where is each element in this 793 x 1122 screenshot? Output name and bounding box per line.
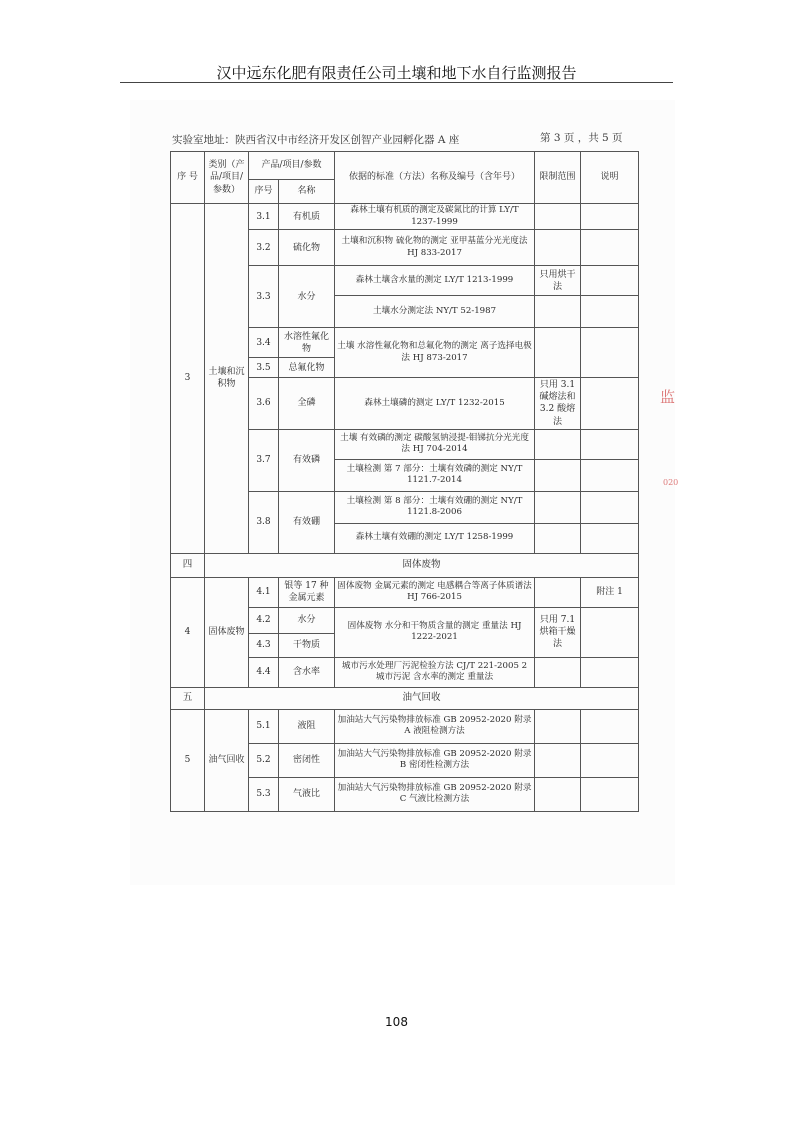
- item-standard: 加油站大气污染物排放标准 GB 20952-2020 附录 C 气液比检测方法: [335, 777, 535, 811]
- item-name: 总氟化物: [279, 358, 335, 378]
- item-limit: [535, 429, 581, 459]
- item-limit: [535, 777, 581, 811]
- item-note: [581, 328, 639, 378]
- section-roman: 五: [171, 687, 205, 709]
- item-name: 银等 17 种金属元素: [279, 577, 335, 607]
- item-name: 有效硼: [279, 491, 335, 553]
- header-limit: 限制范围: [535, 152, 581, 204]
- item-name: 干物质: [279, 633, 335, 657]
- item-limit: [535, 523, 581, 553]
- group-seq: 5: [171, 709, 205, 811]
- item-note: [581, 607, 639, 657]
- header-product-group: 产品/项目/参数: [249, 152, 335, 180]
- item-standard: 城市污水处理厂污泥检验方法 CJ/T 221-2005 2 城市污泥 含水率的测定 重量法: [335, 657, 535, 687]
- header-note: 说明: [581, 152, 639, 204]
- item-limit: [535, 328, 581, 378]
- item-limit: [535, 743, 581, 777]
- item-limit: [535, 459, 581, 491]
- item-no: 5.1: [249, 709, 279, 743]
- item-standard: 加油站大气污染物排放标准 GB 20952-2020 附录 B 密闭性检测方法: [335, 743, 535, 777]
- group-seq: 4: [171, 577, 205, 687]
- item-name: 有效磷: [279, 429, 335, 491]
- header-name: 名称: [279, 180, 335, 204]
- item-standard: 土壤检测 第 8 部分：土壤有效硼的测定 NY/T 1121.8-2006: [335, 491, 535, 523]
- stamp-fragment-text: 020: [663, 478, 679, 487]
- item-limit: [535, 491, 581, 523]
- item-no: 3.3: [249, 266, 279, 328]
- section-row: [171, 553, 639, 577]
- section-title: 固体废物: [205, 553, 639, 577]
- item-no: 4.4: [249, 657, 279, 687]
- item-no: 4.1: [249, 577, 279, 607]
- item-name: 硫化物: [279, 230, 335, 266]
- item-note: 附注 1: [581, 577, 639, 607]
- item-note: [581, 709, 639, 743]
- item-no: 3.6: [249, 378, 279, 430]
- section-row: [171, 687, 639, 709]
- item-limit: 只用 3.1 碱熔法和 3.2 酸熔法: [535, 378, 581, 430]
- item-limit: [535, 230, 581, 266]
- table-row: [171, 577, 639, 607]
- item-note: [581, 230, 639, 266]
- header-sub-seq: 序号: [249, 180, 279, 204]
- item-limit: [535, 204, 581, 230]
- item-no: 3.4: [249, 328, 279, 358]
- item-no: 4.2: [249, 607, 279, 633]
- item-note: [581, 429, 639, 459]
- item-note: [581, 459, 639, 491]
- item-standard: 森林土壤含水量的测定 LY/T 1213-1999: [335, 266, 535, 296]
- item-standard: 固体废物 金属元素的测定 电感耦合等离子体质谱法 HJ 766-2015: [335, 577, 535, 607]
- item-standard: 土壤水分测定法 NY/T 52-1987: [335, 296, 535, 328]
- table-row: [171, 204, 639, 230]
- header-rule: [120, 82, 673, 83]
- item-no: 4.3: [249, 633, 279, 657]
- page-header-title: 汉中远东化肥有限责任公司土壤和地下水自行监测报告: [216, 64, 577, 82]
- item-note: [581, 491, 639, 523]
- item-limit: [535, 296, 581, 328]
- item-no: 3.1: [249, 204, 279, 230]
- item-limit: 只用烘干法: [535, 266, 581, 296]
- item-standard: 土壤 有效磷的测定 碳酸氢钠浸提-钼锑抗分光光度法 HJ 704-2014: [335, 429, 535, 459]
- item-name: 密闭性: [279, 743, 335, 777]
- header-seq: 序 号: [171, 152, 205, 204]
- item-note: [581, 657, 639, 687]
- group-seq: 3: [171, 204, 205, 554]
- group-category: 固体废物: [205, 577, 249, 687]
- item-standard: 森林土壤有机质的测定及碳氮比的计算 LY/T 1237-1999: [335, 204, 535, 230]
- item-note: [581, 777, 639, 811]
- item-name: 水溶性氟化物: [279, 328, 335, 358]
- table-row: [171, 709, 639, 743]
- item-limit: [535, 709, 581, 743]
- item-name: 水分: [279, 607, 335, 633]
- group-category: 油气回收: [205, 709, 249, 811]
- item-no: 5.2: [249, 743, 279, 777]
- item-name: 水分: [279, 266, 335, 328]
- header-standard: 依据的标准（方法）名称及编号（含年号）: [335, 152, 535, 204]
- item-no: 3.7: [249, 429, 279, 491]
- item-standard: 土壤 水溶性氟化物和总氟化物的测定 离子选择电极法 HJ 873-2017: [335, 328, 535, 378]
- lab-address: 实验室地址：陕西省汉中市经济开发区创智产业园孵化器 A 座: [172, 134, 460, 146]
- group-category: 土壤和沉积物: [205, 204, 249, 554]
- item-name: 有机质: [279, 204, 335, 230]
- item-no: 3.8: [249, 491, 279, 553]
- table-header-row: [171, 152, 639, 180]
- item-limit: [535, 657, 581, 687]
- item-name: 含水率: [279, 657, 335, 687]
- item-standard: 固体废物 水分和干物质含量的测定 重量法 HJ 1222-2021: [335, 607, 535, 657]
- item-standard: 加油站大气污染物排放标准 GB 20952-2020 附录 A 液阻检测方法: [335, 709, 535, 743]
- item-note: [581, 378, 639, 430]
- item-name: 液阻: [279, 709, 335, 743]
- item-standard: 森林土壤磷的测定 LY/T 1232-2015: [335, 378, 535, 430]
- item-note: [581, 266, 639, 296]
- header-category: 类别（产品/项目/参数）: [205, 152, 249, 204]
- item-note: [581, 743, 639, 777]
- page-number: 108: [385, 1015, 408, 1029]
- item-no: 3.2: [249, 230, 279, 266]
- section-roman: 四: [171, 553, 205, 577]
- item-limit: [535, 577, 581, 607]
- item-note: [581, 523, 639, 553]
- item-no: 5.3: [249, 777, 279, 811]
- item-limit: 只用 7.1 烘箱干燥法: [535, 607, 581, 657]
- stamp-fragment: 监: [660, 388, 676, 406]
- item-name: 气液比: [279, 777, 335, 811]
- item-standard: 土壤检测 第 7 部分：土壤有效磷的测定 NY/T 1121.7-2014: [335, 459, 535, 491]
- item-no: 3.5: [249, 358, 279, 378]
- item-note: [581, 204, 639, 230]
- item-name: 全磷: [279, 378, 335, 430]
- page-info: 第 3 页 ，共 5 页: [540, 132, 623, 144]
- item-note: [581, 296, 639, 328]
- capability-table: [170, 151, 639, 812]
- section-title: 油气回收: [205, 687, 639, 709]
- item-standard: 土壤和沉积物 硫化物的测定 亚甲基蓝分光光度法 HJ 833-2017: [335, 230, 535, 266]
- item-standard: 森林土壤有效硼的测定 LY/T 1258-1999: [335, 523, 535, 553]
